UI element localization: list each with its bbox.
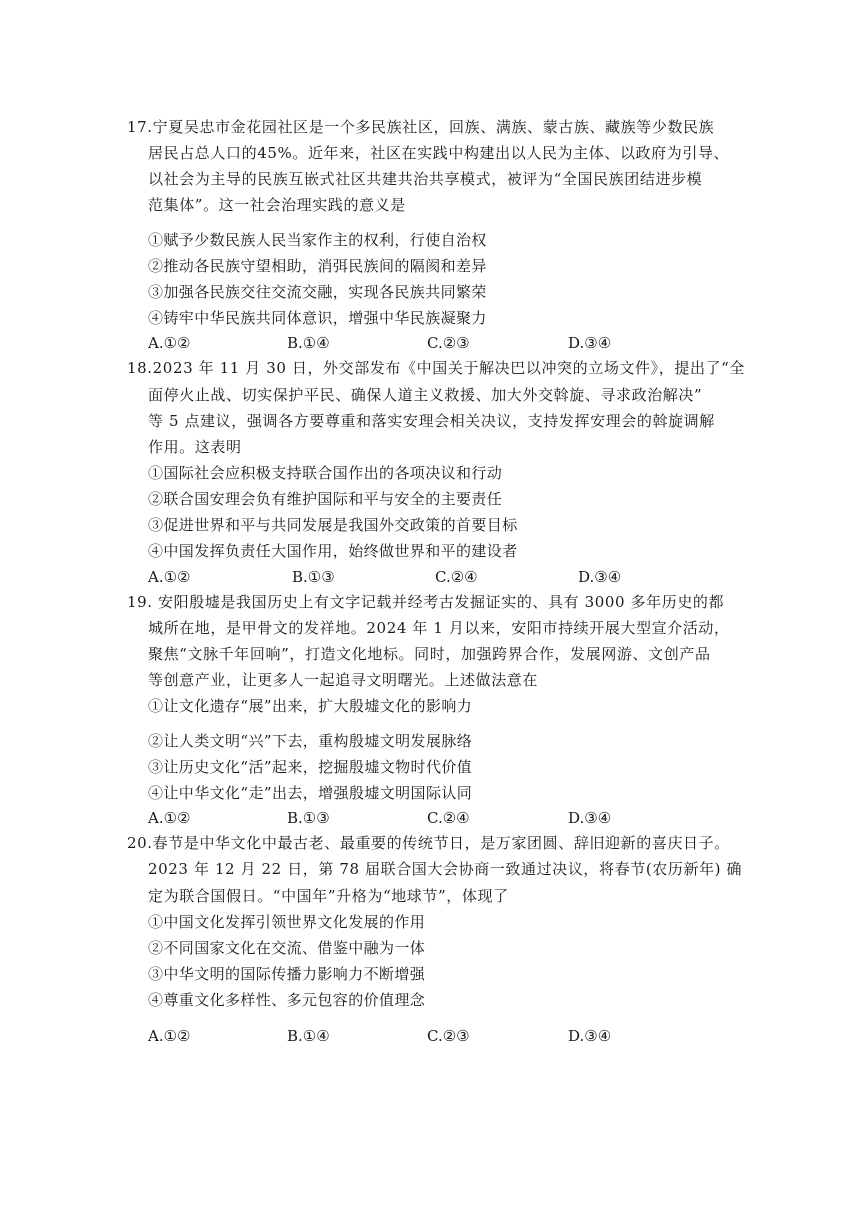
statement-option: ②推动各民族守望相助，消弭民族间的隔阂和差异 [148, 257, 487, 275]
answer-choice-a: A.①② [148, 334, 191, 352]
question-stem-line: 面停火止战、切实保护平民、确保人道主义救援、加大外交斡旋、寻求政治解决” [148, 386, 703, 404]
statement-option: ②让人类文明“兴”下去，重构殷墟文明发展脉络 [148, 732, 473, 750]
statement-option: ①让文化遗存“展”出来，扩大殷墟文化的影响力 [148, 697, 473, 715]
statement-option: ④尊重文化多样性、多元包容的价值理念 [148, 991, 426, 1009]
answer-choice-d: D.③④ [578, 568, 622, 586]
question-stem-line: 作用。这表明 [148, 438, 242, 456]
statement-option: ①国际社会应积极支持联合国作出的各项决议和行动 [148, 464, 503, 482]
question-stem-line: 居民占总人口的45%。近年来，社区在实践中构建出以人民为主体、以政府为引导、 [148, 144, 730, 162]
answer-choice-c: C.②④ [435, 568, 478, 586]
statement-option: ④让中华文化“走”出去，增强殷墟文明国际认同 [148, 784, 473, 802]
question-stem-line: 以社会为主导的民族互嵌式社区共建共治共享模式，被评为“全国民族团结进步模 [148, 170, 703, 188]
question-stem-line: 20.春节是中华文化中最古老、最重要的传统节日，是万家团圆、辞旧迎新的喜庆日子。 [127, 834, 730, 852]
statement-option: ①中国文化发挥引领世界文化发展的作用 [148, 913, 426, 931]
question-stem-line: 18.2023 年 11 月 30 日，外交部发布《中国关于解决巴以冲突的立场文件》，提出了“全 [127, 359, 746, 377]
statement-option: ②不同国家文化在交流、借鉴中融为一体 [148, 939, 426, 957]
answer-choice-c: C.②③ [427, 334, 470, 352]
answer-choice-c: C.②④ [427, 809, 470, 827]
question-stem-line: 聚焦“文脉千年回响”，打造文化地标。同时，加强跨界合作，发展网游、文创产品 [148, 645, 711, 663]
answer-choice-a: A.①② [148, 809, 191, 827]
statement-option: ①赋予少数民族人民当家作主的权利，行使自治权 [148, 231, 487, 249]
answer-choice-b: B.①④ [287, 1027, 330, 1045]
statement-option: ②联合国安理会负有维护国际和平与安全的主要责任 [148, 490, 503, 508]
answer-choice-a: A.①② [148, 568, 191, 586]
statement-option: ④中国发挥负责任大国作用，始终做世界和平的建设者 [148, 542, 518, 560]
answer-choice-b: B.①③ [292, 568, 335, 586]
answer-choice-a: A.①② [148, 1027, 191, 1045]
statement-option: ③中华文明的国际传播力影响力不断增强 [148, 965, 426, 983]
answer-choice-d: D.③④ [568, 809, 612, 827]
answer-choice-d: D.③④ [568, 334, 612, 352]
answer-choice-d: D.③④ [568, 1027, 612, 1045]
question-stem-line: 城所在地，是甲骨文的发祥地。2024 年 1 月以来，安阳市持续开展大型宣介活动， [148, 619, 730, 637]
answer-choice-b: B.①④ [287, 334, 330, 352]
statement-option: ③让历史文化“活”起来，挖掘殷墟文物时代价值 [148, 758, 473, 776]
statement-option: ③促进世界和平与共同发展是我国外交政策的首要目标 [148, 516, 518, 534]
question-stem-line: 17.宁夏吴忠市金花园社区是一个多民族社区，回族、满族、蒙古族、藏族等少数民族 [127, 118, 715, 136]
answer-choice-b: B.①③ [287, 809, 330, 827]
question-stem-line: 2023 年 12 月 22 日，第 78 届联合国大会协商一致通过决议，将春节(农历新年) 确 [148, 860, 743, 878]
question-stem-line: 范集体”。这一社会治理实践的意义是 [148, 196, 406, 214]
question-stem-line: 定为联合国假日。“中国年”升格为“地球节”，体现了 [148, 887, 509, 905]
question-stem-line: 等创意产业，让更多人一起追寻文明曙光。上述做法意在 [148, 671, 539, 689]
statement-option: ④铸牢中华民族共同体意识，增强中华民族凝聚力 [148, 309, 487, 327]
question-stem-line: 19. 安阳殷墟是我国历史上有文字记载并经考古发掘证实的、具有 3000 多年历史的都 [127, 593, 725, 611]
question-stem-line: 等 5 点建议，强调各方要尊重和落实安理会相关决议，支持发挥安理会的斡旋调解 [148, 412, 715, 430]
statement-option: ③加强各民族交往交流交融，实现各民族共同繁荣 [148, 283, 487, 301]
answer-choice-c: C.②③ [427, 1027, 470, 1045]
